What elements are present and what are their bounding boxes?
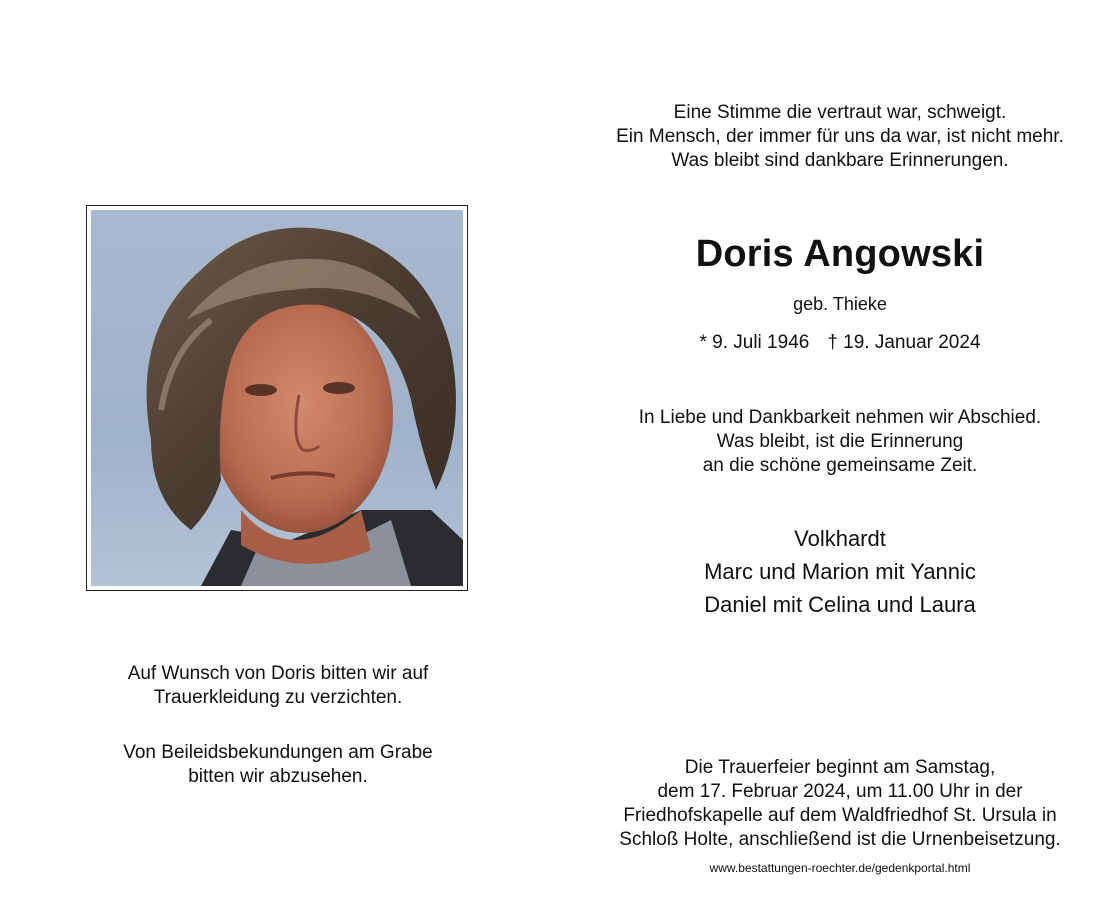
dress-request-note: [60, 662, 496, 710]
farewell-verse: [560, 406, 1118, 478]
mourner-entry: Daniel mit Celina und Laura: [704, 592, 976, 617]
memorial-portal-url: www.bestattungen-roechter.de/gedenkportal.html: [709, 861, 971, 875]
maiden-name: geb. Thieke: [793, 294, 887, 314]
verse-line: In Liebe und Dankbarkeit nehmen wir Abschied.: [638, 407, 1042, 428]
death-date: † 19. Januar 2024: [827, 332, 981, 353]
condolence-note: [60, 741, 496, 789]
mourner-entry: Volkhardt: [794, 526, 886, 551]
portrait-frame: [86, 205, 468, 591]
life-dates: [560, 330, 1118, 356]
deceased-name: Doris Angowski: [695, 233, 985, 275]
verse-line: Eine Stimme die vertraut war, schweigt.: [673, 102, 1007, 123]
service-line: dem 17. Februar 2024, um 11.00 Uhr in der: [657, 781, 1023, 802]
mourner-entry: Marc und Marion mit Yannic: [704, 559, 976, 584]
verse-line: Ein Mensch, der immer für uns da war, ist nicht mehr.: [616, 126, 1064, 147]
service-line: Schloß Holte, anschließend ist die Urnenbeisetzung.: [619, 829, 1061, 850]
note-line: bitten wir abzusehen.: [188, 766, 368, 787]
verse-line: an die schöne gemeinsame Zeit.: [702, 455, 978, 476]
service-line: Friedhofskapelle auf dem Waldfriedhof St. Ursula in: [623, 805, 1057, 826]
portrait-photo: [91, 210, 463, 586]
note-line: Auf Wunsch von Doris bitten wir auf: [127, 663, 429, 684]
mourners-list: [560, 522, 1118, 621]
funeral-service-info: [560, 756, 1118, 852]
note-line: Von Beileidsbekundungen am Grabe: [123, 742, 433, 763]
service-line: Die Trauerfeier beginnt am Samstag,: [684, 757, 996, 778]
verse-line: Was bleibt sind dankbare Erinnerungen.: [671, 150, 1009, 171]
birth-date: * 9. Juli 1946: [699, 332, 810, 353]
verse-line: Was bleibt, ist die Erinnerung: [716, 431, 964, 452]
note-line: Trauerkleidung zu verzichten.: [153, 687, 403, 708]
opening-verse: [560, 101, 1118, 173]
